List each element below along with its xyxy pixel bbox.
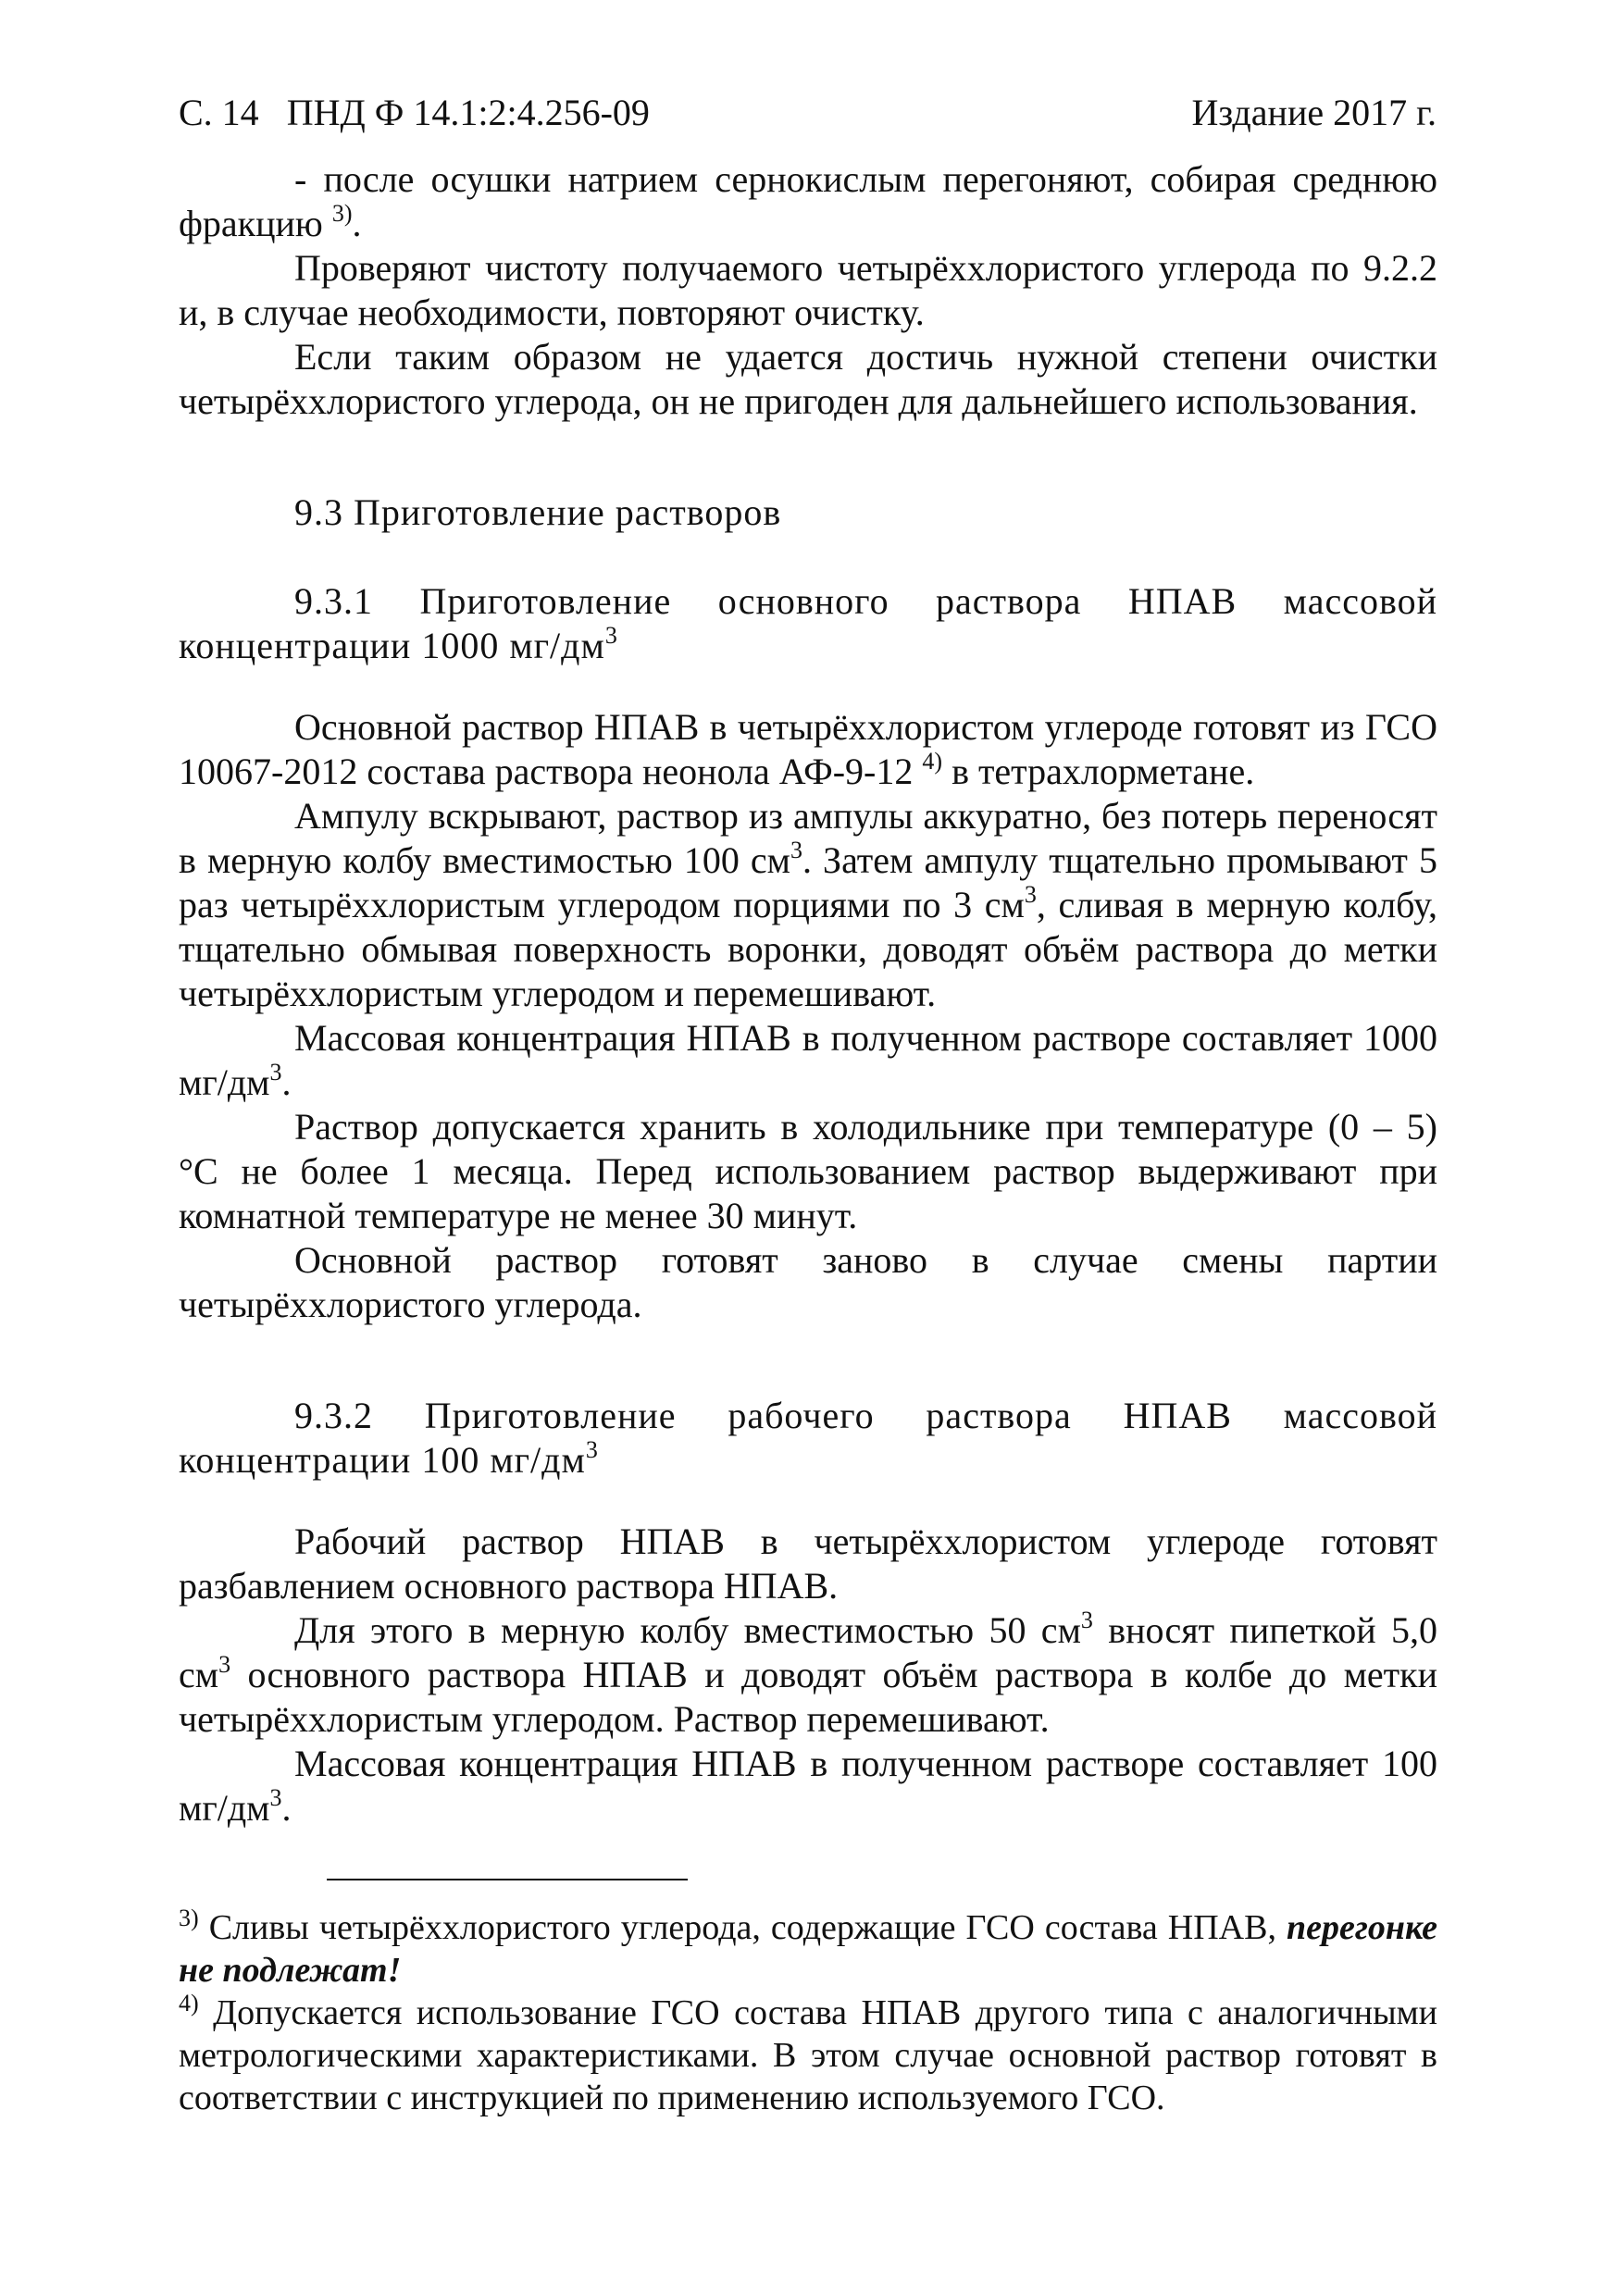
paragraph-9-3-2-3: Массовая концентрация НПАВ в полученном растворе составляет 100 $мг/дм^3$. [179, 1743, 1437, 1829]
footnote-ref-4: 4) [922, 748, 943, 775]
footnote-divider [327, 1879, 688, 1880]
document-code: ПНД Ф 14.1:2:4.256-09 [286, 92, 650, 133]
footnote-3-emphasis: перегонке не подлежат! [179, 1908, 1437, 1990]
intro-paragraph-2: Проверяют чистоту получаемого четырёххлористого углерода по 9.2.2 и, в случае необходимости, повторяют очистку. [179, 247, 1437, 333]
edition-label: Издание 2017 г. [1191, 92, 1437, 133]
intro-paragraph-1: - после осушки натрием сернокислым перегоняют, собирая среднюю фракцию $^{3)}$. [179, 158, 1437, 244]
paragraph-9-3-2-2: Для этого в мерную колбу вместимостью 50 $см^3$ вносят пипеткой 5,0 $см^3$ основного раствора НПАВ и доводят объём раствора в колбе до метки четырёххлористым углеродом. Раствор перемешивают. [179, 1607, 1437, 1740]
section-heading-9-3-1: 9.3.1 Приготовление основного раствора НПАВ массовой концентрации 1000 $мг/дм^3$ [179, 580, 1437, 666]
intro-paragraph-3: Если таким образом не удается достичь нужной степени очистки четырёххлористого углерода, он не пригоден для дальнейшего использования. [179, 336, 1437, 422]
paragraph-9-3-1-2: Ампулу вскрывают, раствор из ампулы аккуратно, без потерь переносят в мерную колбу вместимостью 100 $см^3$. Затем ампулу тщательно промывают 5 раз четырёххлористым углеродом порциями по 3 $см^3$, сливая в мерную колбу, тщательно обмывая поверхность воронки, доводят объём раствора до метки четырёххлористым углеродом и перемешивают. [179, 795, 1437, 1014]
footnote-mark-3: 3) [179, 1905, 199, 1931]
footnote-3: $^{3)}$ Сливы четырёххлористого углерода, содержащие ГСО состава НПАВ, перегонке не подлежат! [179, 1905, 1437, 1990]
paragraph-9-3-1-1: Основной раствор НПАВ в четырёххлористом углероде готовят из ГСО 10067-2012 состава раствора неонола АФ-9-12 $^{4)}$ в тетрахлорметане. [179, 706, 1437, 792]
header-left [179, 91, 650, 135]
section-heading-9-3-2: 9.3.2 Приготовление рабочего раствора НПАВ массовой концентрации 100 $мг/дм^3$ [179, 1395, 1437, 1481]
paragraph-9-3-1-3: Массовая концентрация НПАВ в полученном растворе составляет 1000 $мг/дм^3$. [179, 1017, 1437, 1103]
paragraph-9-3-2-1: Рабочий раствор НПАВ в четырёххлористом углероде готовят разбавлением основного раствора НПАВ. [179, 1520, 1437, 1607]
footnote-mark-4: 4) [179, 1990, 199, 2017]
footnotes-section [179, 1879, 1437, 2119]
paragraph-9-3-1-4: Раствор допускается хранить в холодильнике при температуре (0 – 5) °С не более 1 месяца. Перед использованием раствор выдерживают при комнатной температуре не менее 30 минут. [179, 1106, 1437, 1236]
footnote-4: $^{4)}$ Допускается использование ГСО состава НПАВ другого типа с аналогичными метрологическими характеристиками. В этом случае основной раствор готовят в соответствии с инструкцией по применению используемого ГСО. [179, 1990, 1437, 2117]
section-heading-9-3: 9.3 Приготовление растворов [294, 491, 782, 533]
page-header [179, 91, 1437, 135]
main-content [179, 157, 1437, 1831]
paragraph-9-3-1-5: Основной раствор готовят заново в случае смены партии четырёххлористого углерода. [179, 1239, 1437, 1325]
page-number: С. 14 [179, 92, 259, 133]
footnote-ref-3: 3) [331, 200, 353, 227]
